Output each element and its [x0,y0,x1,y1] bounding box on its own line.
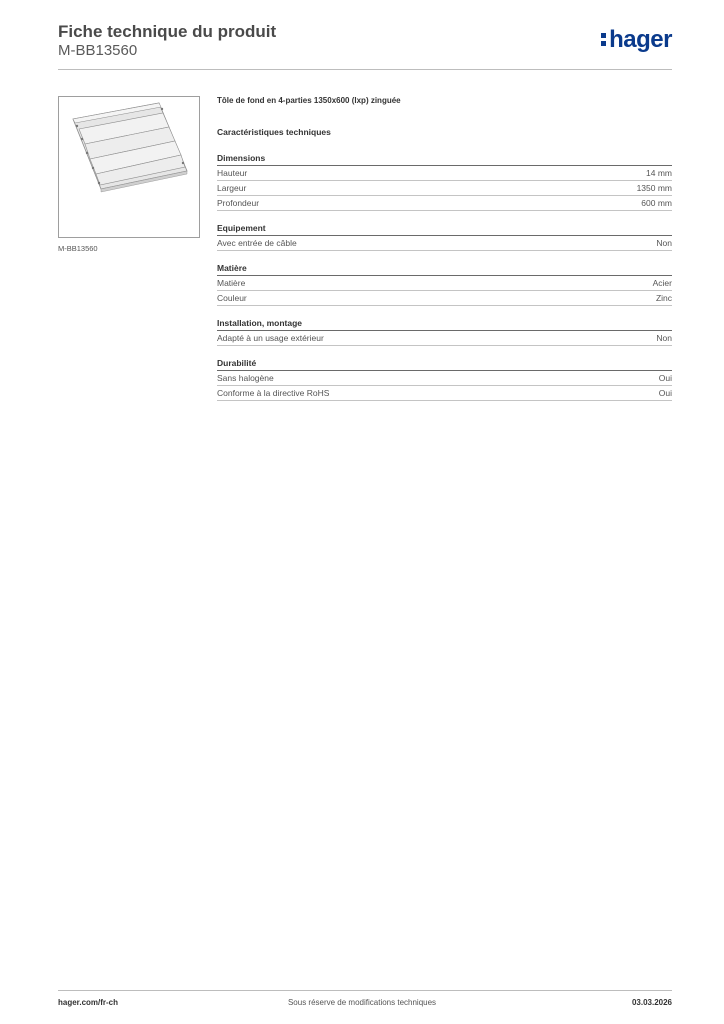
spec-value: 600 mm [641,198,672,208]
section-title: Durabilité [217,357,672,371]
footer-notice: Sous réserve de modifications techniques [287,998,437,1007]
document-title: Fiche technique du produit [58,22,277,41]
spec-row [217,166,672,181]
spec-value: Zinc [655,293,672,303]
product-description: Tôle de fond en 4-parties 1350x600 (lxp) zinguée [217,96,401,105]
spec-row [217,331,672,346]
spec-label: Profondeur [217,198,260,208]
logo-colon-icon [601,30,607,48]
spec-row [217,181,672,196]
spec-row [217,196,672,211]
hager-logo[interactable] [601,26,672,54]
spec-value: Non [656,238,672,248]
spec-label: Hauteur [217,168,248,178]
section-title: Dimensions [217,152,672,166]
spec-label: Conforme à la directive RoHS [217,388,330,398]
product-details [217,96,672,401]
spec-row [217,291,672,306]
spec-label: Couleur [217,293,247,303]
footer-website-link[interactable]: hager.com/fr-ch [58,998,119,1007]
image-caption: M-BB13560 [58,244,98,253]
spec-label: Largeur [217,183,247,193]
product-image [58,96,200,238]
product-code: M-BB13560 [58,42,138,59]
spec-value: Acier [652,278,672,288]
section-material [217,262,672,306]
characteristics-heading: Caractéristiques techniques [217,127,331,137]
spec-value: Non [656,333,672,343]
back-plate-illustration [59,97,199,237]
section-durability [217,357,672,401]
section-title: Equipement [217,222,672,236]
section-title: Installation, montage [217,317,672,331]
spec-label: Avec entrée de câble [217,238,297,248]
section-installation [217,317,672,346]
spec-row [217,371,672,386]
footer-date: 03.03.2026 [631,998,672,1007]
section-title: Matière [217,262,672,276]
spec-value: 14 mm [646,168,672,178]
footer-divider [58,990,672,991]
spec-label: Adapté à un usage extérieur [217,333,324,343]
spec-value: Oui [658,388,672,398]
section-equipment [217,222,672,251]
logo-text: hager [609,26,672,53]
header-divider [58,69,672,70]
spec-label: Sans halogène [217,373,274,383]
section-dimensions [217,152,672,211]
spec-value: 1350 mm [636,183,672,193]
spec-row [217,276,672,291]
page-header [58,20,672,70]
spec-value: Oui [658,373,672,383]
spec-row [217,236,672,251]
spec-row [217,386,672,401]
spec-label: Matière [217,278,246,288]
